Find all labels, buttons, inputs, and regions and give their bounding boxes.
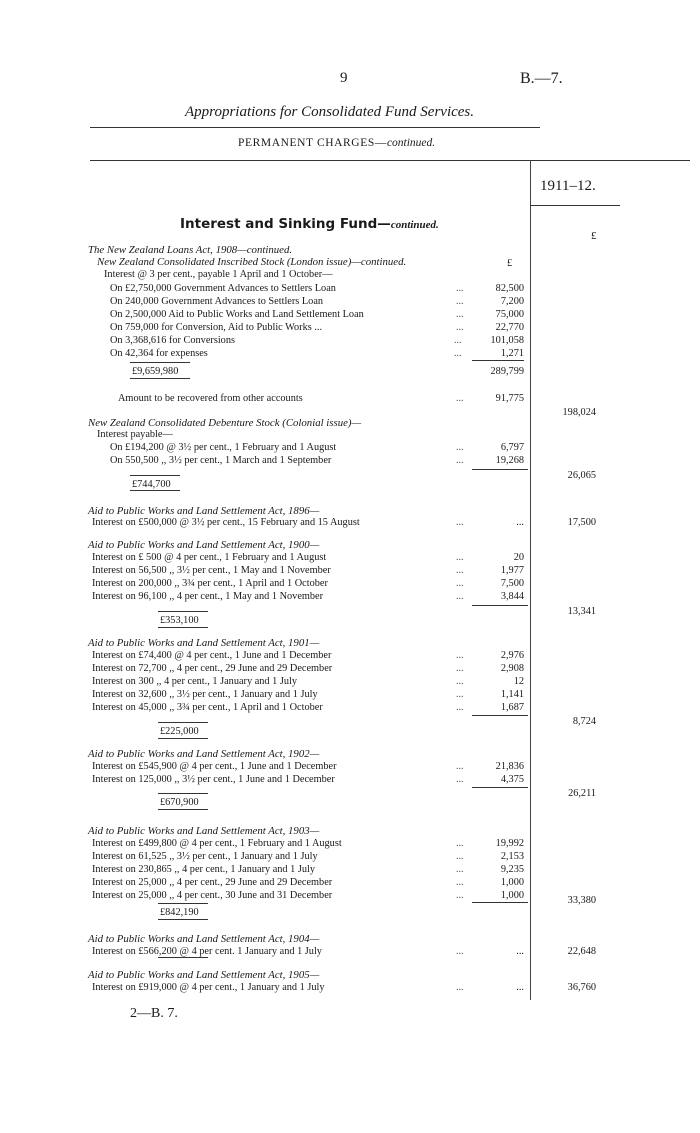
row-text: On 550,500 ,, 3½ per cent., 1 March and 1 September: [110, 455, 332, 466]
leader-dots: ...: [456, 890, 464, 901]
row-text: On 240,000 Government Advances to Settlers Loan: [110, 296, 324, 307]
row-text: Interest on 230,865 ,, 4 per cent., 1 January and 1 July: [92, 864, 316, 875]
leader-dots: ...: [456, 838, 464, 849]
amount-cell: 6,797: [500, 442, 524, 453]
subtotal-rule: [158, 957, 208, 958]
amount-cell: 21,836: [495, 761, 524, 772]
row-text: Interest on 72,700 ,, 4 per cent., 29 June and 29 December: [92, 663, 333, 674]
row-text: Aid to Public Works and Land Settlement Act, 1900—: [88, 539, 320, 551]
amount-cell: 19,992: [495, 838, 524, 849]
subtotal-rule: [158, 919, 208, 920]
leader-dots: ...: [456, 774, 464, 785]
column-divider: [530, 160, 531, 1000]
row-text: Interest on £499,800 @ 4 per cent., 1 February and 1 August: [92, 838, 342, 849]
subtotal-rule: [472, 360, 524, 361]
row-text: £225,000: [160, 726, 199, 737]
amount-cell: 289,799: [490, 366, 524, 377]
row-text: £744,700: [132, 479, 171, 490]
row-text: £353,100: [160, 615, 199, 626]
leader-dots: ...: [456, 591, 464, 602]
amount-cell: 2,153: [500, 851, 524, 862]
row-text: Aid to Public Works and Land Settlement Act, 1896—: [88, 505, 320, 517]
total-cell: 198,024: [562, 407, 596, 418]
row-text: Aid to Public Works and Land Settlement Act, 1901—: [88, 637, 320, 649]
row-text: Interest on 32,600 ,, 3½ per cent., 1 January and 1 July: [92, 689, 318, 700]
subtotal-rule: [158, 793, 208, 794]
amount-cell: 12: [513, 676, 524, 687]
leader-dots: ...: [456, 663, 464, 674]
total-cell: 36,760: [567, 982, 596, 993]
row-text: £9,659,980: [132, 366, 179, 377]
leader-dots: ...: [456, 283, 464, 294]
page-title: Appropriations for Consolidated Fund Services.: [185, 104, 475, 120]
leader-dots: ...: [456, 517, 464, 528]
row-text: £: [507, 258, 513, 269]
amount-cell: 82,500: [495, 283, 524, 294]
leader-dots: ...: [456, 864, 464, 875]
amount-cell: 22,770: [495, 322, 524, 333]
amount-cell: 9,235: [500, 864, 524, 875]
row-text: Interest on 56,500 ,, 3½ per cent., 1 May and 1 November: [92, 565, 331, 576]
row-text: Amount to be recovered from other accounts: [118, 393, 303, 404]
subtotal-rule: [130, 490, 180, 491]
total-cell: 8,724: [572, 716, 596, 727]
row-text: Aid to Public Works and Land Settlement Act, 1903—: [88, 825, 320, 837]
leader-dots: ...: [456, 982, 464, 993]
amount-cell: 4,375: [500, 774, 524, 785]
total-cell: 13,341: [567, 606, 596, 617]
row-text: Interest on £74,400 @ 4 per cent., 1 June and 1 December: [92, 650, 332, 661]
leader-dots: ...: [456, 702, 464, 713]
subtotal-rule: [158, 903, 208, 904]
amount-cell: ...: [516, 982, 524, 993]
row-text: Interest on £919,000 @ 4 per cent., 1 January and 1 July: [92, 982, 325, 993]
amount-cell: 7,200: [500, 296, 524, 307]
amount-cell: 1,271: [500, 348, 524, 359]
subtotal-rule: [158, 738, 208, 739]
amount-cell: 1,977: [500, 565, 524, 576]
subtotal-rule: [472, 787, 528, 788]
subtotal-rule: [130, 475, 180, 476]
row-text: £670,900: [160, 797, 199, 808]
amount-cell: 3,844: [500, 591, 524, 602]
leader-dots: ...: [456, 565, 464, 576]
amount-cell: 1,141: [500, 689, 524, 700]
leader-dots: ...: [454, 348, 462, 359]
total-cell: 17,500: [567, 517, 596, 528]
row-text: Interest payable—: [97, 429, 173, 440]
row-text: On £194,200 @ 3½ per cent., 1 February and 1 August: [110, 442, 337, 453]
row-text: On 2,500,000 Aid to Public Works and Land Settlement Loan: [110, 309, 364, 320]
leader-dots: ...: [456, 946, 464, 957]
currency-symbol: £: [591, 230, 597, 242]
leader-dots: ...: [454, 335, 462, 346]
row-text: Interest on 61,525 ,, 3½ per cent., 1 January and 1 July: [92, 851, 318, 862]
row-text: Interest on £500,000 @ 3½ per cent., 15 February and 15 August: [92, 517, 360, 528]
amount-cell: ...: [516, 946, 524, 957]
row-text: Interest on 45,000 ,, 3¾ per cent., 1 April and 1 October: [92, 702, 323, 713]
amount-cell: 19,268: [495, 455, 524, 466]
leader-dots: ...: [456, 322, 464, 333]
row-text: On 42,364 for expenses: [110, 348, 208, 359]
amount-cell: 2,908: [500, 663, 524, 674]
amount-cell: 101,058: [490, 335, 524, 346]
total-cell: 33,380: [567, 895, 596, 906]
leader-dots: ...: [456, 676, 464, 687]
subtotal-rule: [472, 902, 528, 903]
row-text: Interest on 96,100 ,, 4 per cent., 1 May and 1 November: [92, 591, 324, 602]
row-text: New Zealand Consolidated Inscribed Stock (London issue)—continued.: [97, 256, 407, 268]
subtotal-rule: [472, 469, 528, 470]
row-text: Interest on 25,000 ,, 4 per cent., 29 June and 29 December: [92, 877, 333, 888]
header-rule: [90, 127, 540, 128]
row-text: Interest on 25,000 ,, 4 per cent., 30 June and 31 December: [92, 890, 333, 901]
subtotal-rule: [158, 611, 208, 612]
row-text: Interest on 300 ,, 4 per cent., 1 January and 1 July: [92, 676, 298, 687]
leader-dots: ...: [456, 578, 464, 589]
table-top-rule: [90, 160, 690, 161]
amount-cell: 20: [513, 552, 524, 563]
leader-dots: ...: [456, 552, 464, 563]
amount-cell: 91,775: [495, 393, 524, 404]
subtitle: PERMANENT CHARGES—continued.: [238, 137, 436, 149]
total-cell: 22,648: [567, 946, 596, 957]
row-text: Interest on £545,900 @ 4 per cent., 1 June and 1 December: [92, 761, 337, 772]
leader-dots: ...: [456, 442, 464, 453]
amount-cell: 1,687: [500, 702, 524, 713]
amount-cell: 7,500: [500, 578, 524, 589]
section-title: Interest and Sinking Fund—continued.: [180, 216, 439, 232]
subtotal-rule: [158, 627, 208, 628]
subtotal-rule: [472, 605, 528, 606]
row-text: Interest on 125,000 ,, 3½ per cent., 1 June and 1 December: [92, 774, 335, 785]
leader-dots: ...: [456, 851, 464, 862]
subtotal-rule: [472, 715, 528, 716]
row-text: Interest @ 3 per cent., payable 1 April and 1 October—: [104, 269, 333, 280]
row-text: On £2,750,000 Government Advances to Settlers Loan: [110, 283, 336, 294]
total-cell: 26,211: [568, 788, 596, 799]
leader-dots: ...: [456, 877, 464, 888]
document-ref: B.—7.: [520, 70, 563, 87]
leader-dots: ...: [456, 455, 464, 466]
row-text: The New Zealand Loans Act, 1908—continued.: [88, 244, 293, 256]
leader-dots: ...: [456, 689, 464, 700]
subtotal-rule: [158, 809, 208, 810]
row-text: Aid to Public Works and Land Settlement Act, 1905—: [88, 969, 320, 981]
year-rule: [530, 205, 620, 206]
total-cell: 26,065: [567, 470, 596, 481]
row-text: New Zealand Consolidated Debenture Stock (Colonial issue)—: [88, 417, 362, 429]
amount-cell: 2,976: [500, 650, 524, 661]
row-text: Interest on £566,200 @ 4 per cent. 1 January and 1 July: [92, 946, 322, 957]
amount-cell: ...: [516, 517, 524, 528]
subtotal-rule: [130, 362, 190, 363]
amount-cell: 1,000: [500, 890, 524, 901]
subtotal-rule: [158, 722, 208, 723]
leader-dots: ...: [456, 761, 464, 772]
leader-dots: ...: [456, 393, 464, 404]
page-number: 9: [340, 70, 348, 86]
row-text: Interest on £ 500 @ 4 per cent., 1 February and 1 August: [92, 552, 327, 563]
row-text: On 759,000 for Conversion, Aid to Public Works ...: [110, 322, 323, 333]
subtotal-rule: [130, 378, 190, 379]
row-text: On 3,368,616 for Conversions: [110, 335, 235, 346]
amount-cell: 1,000: [500, 877, 524, 888]
signature-mark: 2—B. 7.: [130, 1006, 178, 1021]
leader-dots: ...: [456, 309, 464, 320]
row-text: Aid to Public Works and Land Settlement Act, 1902—: [88, 748, 320, 760]
row-text: £842,190: [160, 907, 199, 918]
row-text: Aid to Public Works and Land Settlement Act, 1904—: [88, 933, 320, 945]
leader-dots: ...: [456, 650, 464, 661]
year-header: 1911–12.: [540, 178, 596, 194]
amount-cell: 75,000: [495, 309, 524, 320]
row-text: Interest on 200,000 ,, 3¾ per cent., 1 April and 1 October: [92, 578, 328, 589]
leader-dots: ...: [456, 296, 464, 307]
